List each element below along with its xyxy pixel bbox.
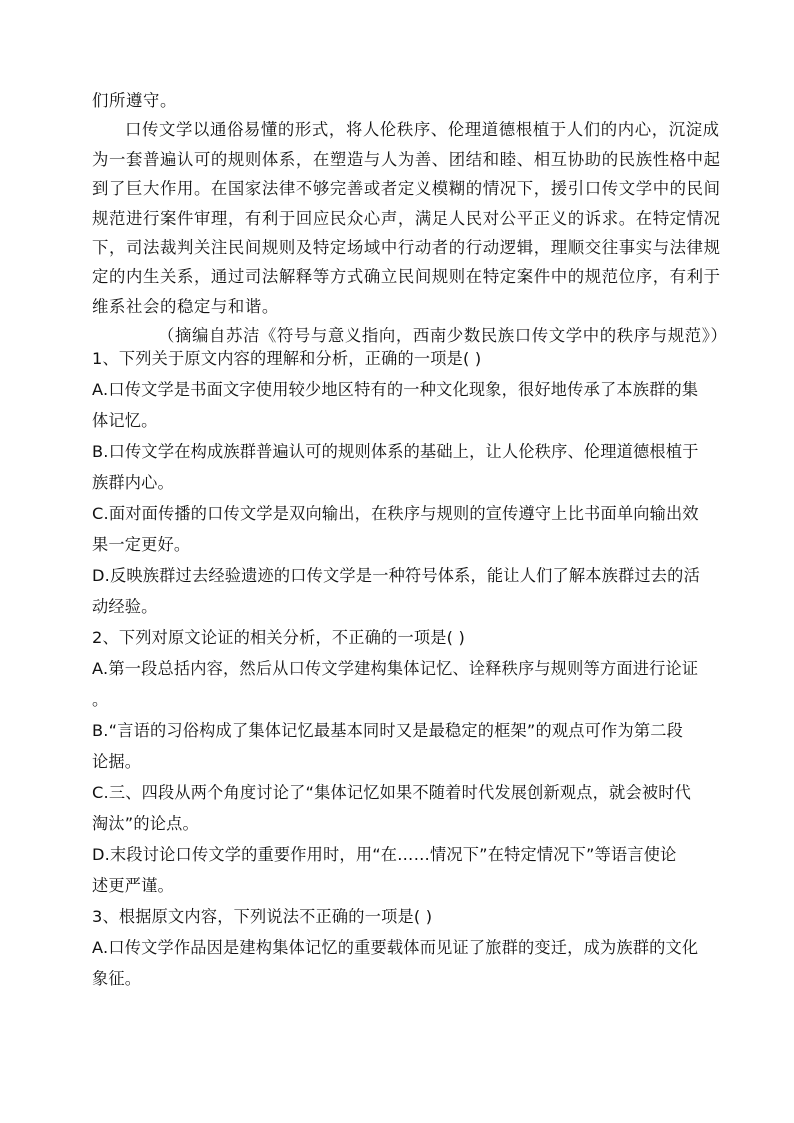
option-line: 果一定更好。 (92, 535, 191, 554)
option-line: A.口传文学是书面文字使用较少地区特有的一种文化现象，很好地传承了本族群的集 (92, 380, 699, 399)
questions (92, 343, 700, 994)
paragraph-line: 下，司法裁判关注民间规则及特定场域中行动者的行动逻辑，理顺交往事实与法律规 (92, 238, 721, 258)
paragraph-line: 到了巨大作用。在国家法律不够完善或者定义模糊的情况下，援引口传文学中的民间 (92, 179, 721, 199)
question-stem: 2、下列对原文论证的相关分析，不正确的一项是( ) (92, 628, 466, 647)
option-c (92, 498, 700, 560)
paragraph-line: 维系社会的稳定与和谐。 (92, 296, 279, 316)
option-line: 。 (92, 690, 109, 709)
option-line: 述更严谨。 (92, 876, 174, 895)
option-line: 淘汰”的论点。 (92, 814, 199, 833)
option-line: A.口传文学作品因是建构集体记忆的重要载体而见证了旅群的变迁，成为族群的文化 (92, 938, 699, 957)
option-a (92, 932, 700, 994)
paragraph-line: 规范进行案件审理，有利于回应民众心声，满足人民对公平正义的诉求。在特定情况 (92, 208, 721, 228)
option-d (92, 560, 700, 622)
option-line: 论据。 (92, 752, 142, 771)
question-stem: 1、下列关于原文内容的理解和分析，正确的一项是( ) (92, 349, 482, 368)
option-line: 族群内心。 (92, 473, 174, 492)
option-line: A.第一段总括内容，然后从口传文学建构集体记忆、诠释秩序与规则等方面进行论证 (92, 659, 699, 678)
option-b (92, 715, 700, 777)
option-line: 动经验。 (92, 597, 158, 616)
option-line: C.面对面传播的口传文学是双向输出，在秩序与规则的宣传遵守上比书面单向输出效 (92, 504, 699, 523)
option-line: B.口传文学在构成族群普遍认可的规则体系的基础上，让人伦秩序、伦理道德根植于 (92, 442, 699, 461)
option-d (92, 839, 700, 901)
paragraph-line: 定的内生关系，通过司法解释等方式确立民间规则在特定案件中的规范位序，有利于 (92, 267, 721, 287)
option-line: C.三、四段从两个角度讨论了“集体记忆如果不随着时代发展创新观点，就会被时代 (92, 783, 691, 802)
option-b (92, 436, 700, 498)
option-a (92, 374, 700, 436)
option-line: D.反映族群过去经验遗迹的口传文学是一种符号体系，能让人们了解本族群过去的活 (92, 566, 700, 585)
passage-tail-line: 们所遵守。 (92, 91, 177, 110)
paragraph-line: 为一套普遍认可的规则体系，在塑造与人为善、团结和睦、相互协助的民族性格中起 (92, 149, 721, 169)
option-line: D.末段讨论口传文学的重要作用时，用“在……情况下”在特定情况下”等语言使论 (92, 845, 677, 864)
option-a (92, 653, 700, 715)
option-line: B.“言语的习俗构成了集体记忆最基本同时又是最稳定的框架”的观点可作为第二段 (92, 721, 683, 740)
source-citation: （摘编自苏洁《符号与意义指向，西南少数民族口传文学中的秩序与规范》） (158, 326, 728, 346)
option-line: 体记忆。 (92, 411, 158, 430)
option-line: 象征。 (92, 969, 142, 988)
question-stem: 3、根据原文内容，下列说法不正确的一项是( ) (92, 907, 433, 926)
passage-paragraph (92, 115, 727, 321)
passage (92, 86, 727, 351)
option-c (92, 777, 700, 839)
paragraph-line: 口传文学以通俗易懂的形式，将人伦秩序、伦理道德根植于人们的内心，沉淀成 (125, 120, 720, 140)
